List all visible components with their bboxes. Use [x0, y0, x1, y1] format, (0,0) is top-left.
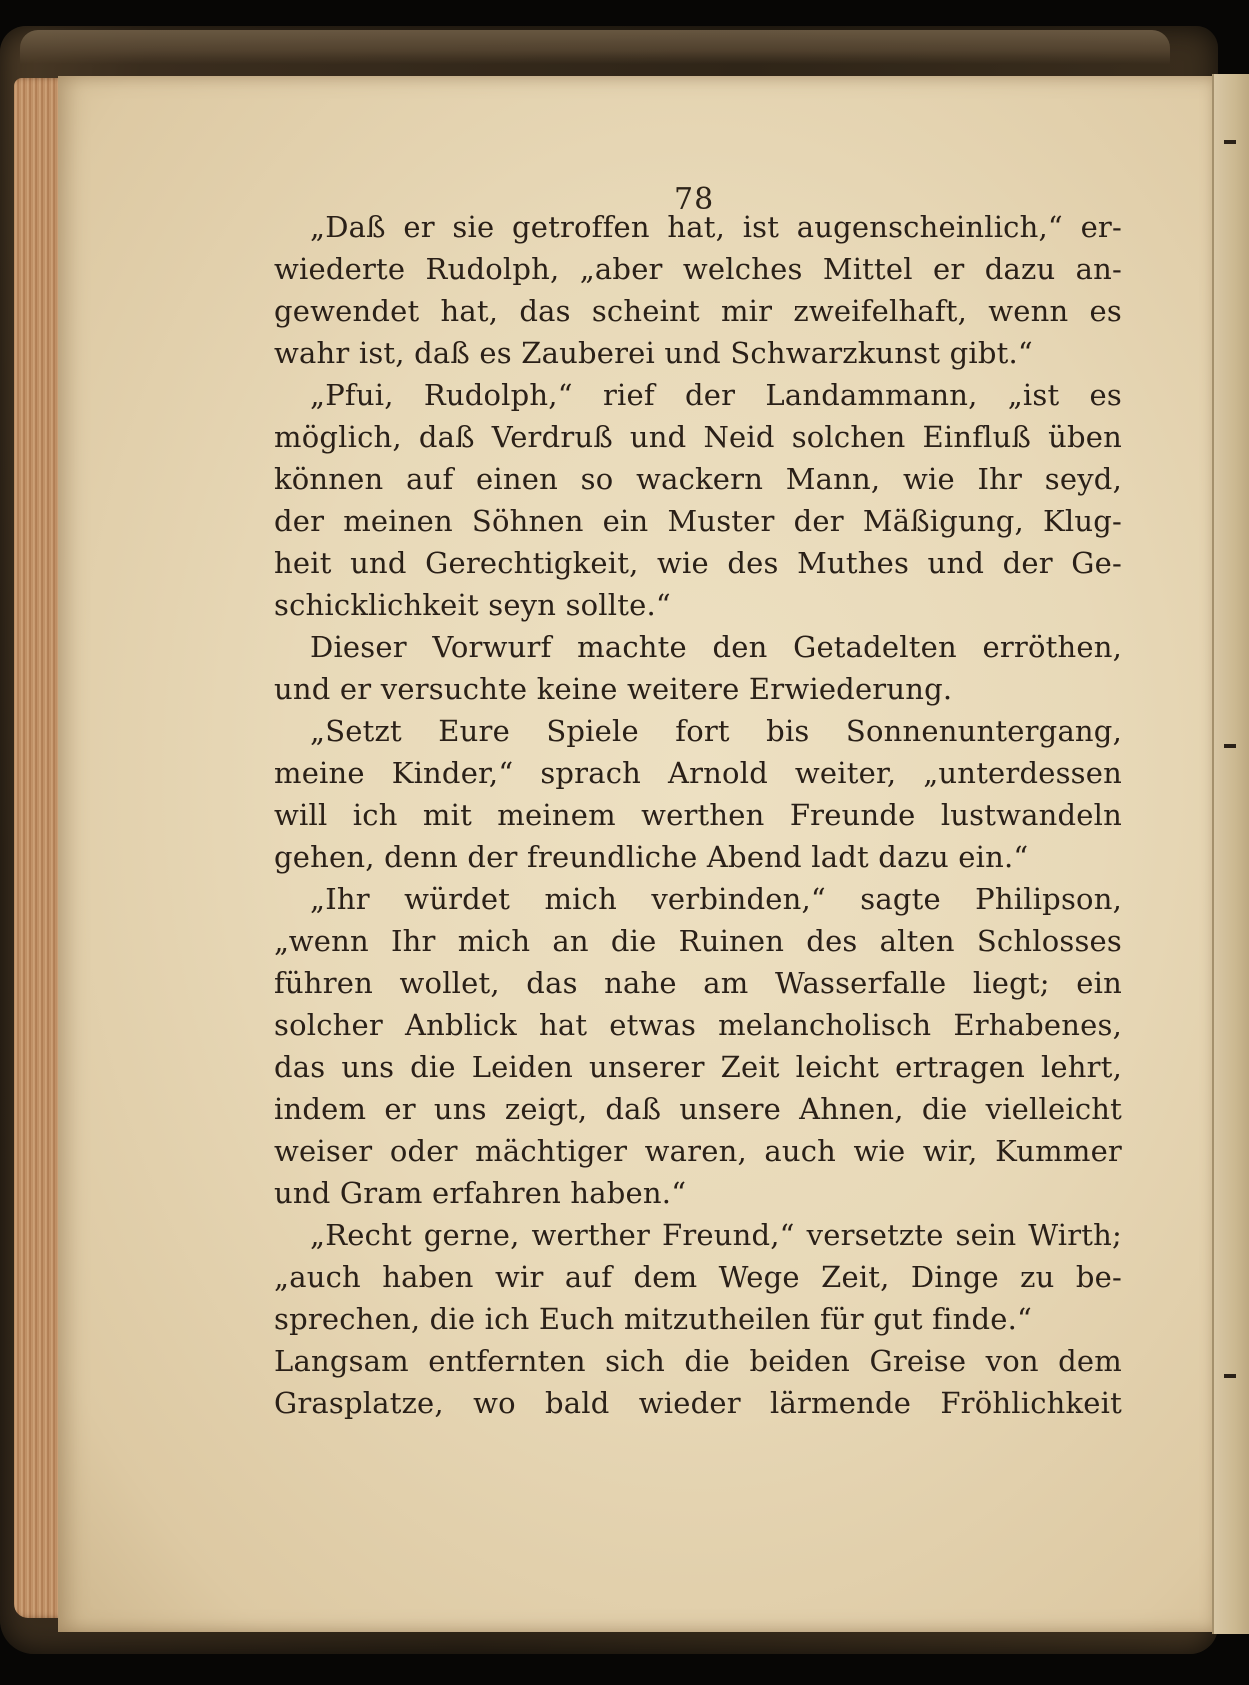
text-line: das uns die Leiden unserer Zeit leicht ertragen lehrt,	[274, 1050, 1122, 1084]
text-line: Grasplatze, wo bald wieder lärmende Fröhlichkeit	[274, 1386, 1122, 1420]
text-line: will ich mit meinem werthen Freunde lustwandeln	[274, 798, 1122, 832]
text-line: möglich, daß Verdruß und Neid solchen Einfluß üben	[274, 420, 1122, 454]
text-line: „Setzt Eure Spiele fort bis Sonnenuntergang,	[310, 714, 1122, 748]
text-line: wiederte Rudolph, „aber welches Mittel er dazu an-	[274, 252, 1122, 286]
page-number: 78	[674, 182, 715, 217]
text-line: „Pfui, Rudolph,“ rief der Landammann, „ist es	[310, 378, 1122, 412]
text-line: „auch haben wir auf dem Wege Zeit, Dinge zu be-	[274, 1260, 1122, 1294]
text-line: können auf einen so wackern Mann, wie Ihr seyd,	[274, 462, 1122, 496]
text-line: meine Kinder,“ sprach Arnold weiter, „unterdessen	[274, 756, 1122, 790]
text-line: „Daß er sie getroffen hat, ist augenscheinlich,“ er-	[310, 210, 1122, 244]
worn-cover-edge	[20, 30, 1170, 64]
text-line: und Gram erfahren haben.“	[274, 1176, 687, 1210]
text-line: solcher Anblick hat etwas melancholisch Erhabenes,	[274, 1008, 1122, 1042]
text-line: „Recht gerne, werther Freund,“ versetzte sein Wirth;	[310, 1218, 1122, 1252]
text-line: heit und Gerechtigkeit, wie des Muthes und der Ge-	[274, 546, 1122, 580]
text-line: „Ihr würdet mich verbinden,“ sagte Philipson,	[310, 882, 1122, 916]
text-line: Langsam entfernten sich die beiden Greise von dem	[274, 1344, 1122, 1378]
text-line: Dieser Vorwurf machte den Getadelten erröthen,	[310, 630, 1122, 664]
text-line: gehen, denn der freundliche Abend ladt dazu ein.“	[274, 840, 1029, 874]
text-line: „wenn Ihr mich an die Ruinen des alten Schlosses	[274, 924, 1122, 958]
text-line: schicklichkeit seyn sollte.“	[274, 588, 671, 622]
page-edge-mark	[1224, 140, 1236, 144]
text-line: gewendet hat, das scheint mir zweifelhaft, wenn es	[274, 294, 1122, 328]
text-line: und er versuchte keine weitere Erwiederung.	[274, 672, 953, 706]
page-edge-mark	[1224, 1374, 1236, 1378]
text-line: führen wollet, das nahe am Wasserfalle liegt; ein	[274, 966, 1122, 1000]
text-line: indem er uns zeigt, daß unsere Ahnen, die vielleicht	[274, 1092, 1122, 1126]
text-line: weiser oder mächtiger waren, auch wie wir, Kummer	[274, 1134, 1122, 1168]
page-edge-mark	[1224, 744, 1236, 748]
text-line: sprechen, die ich Euch mitzutheilen für gut finde.“	[274, 1302, 1033, 1336]
text-line: wahr ist, daß es Zauberei und Schwarzkunst gibt.“	[274, 336, 1033, 370]
text-line: der meinen Söhnen ein Muster der Mäßigung, Klug-	[274, 504, 1122, 538]
torn-page-edge	[1212, 74, 1249, 1634]
